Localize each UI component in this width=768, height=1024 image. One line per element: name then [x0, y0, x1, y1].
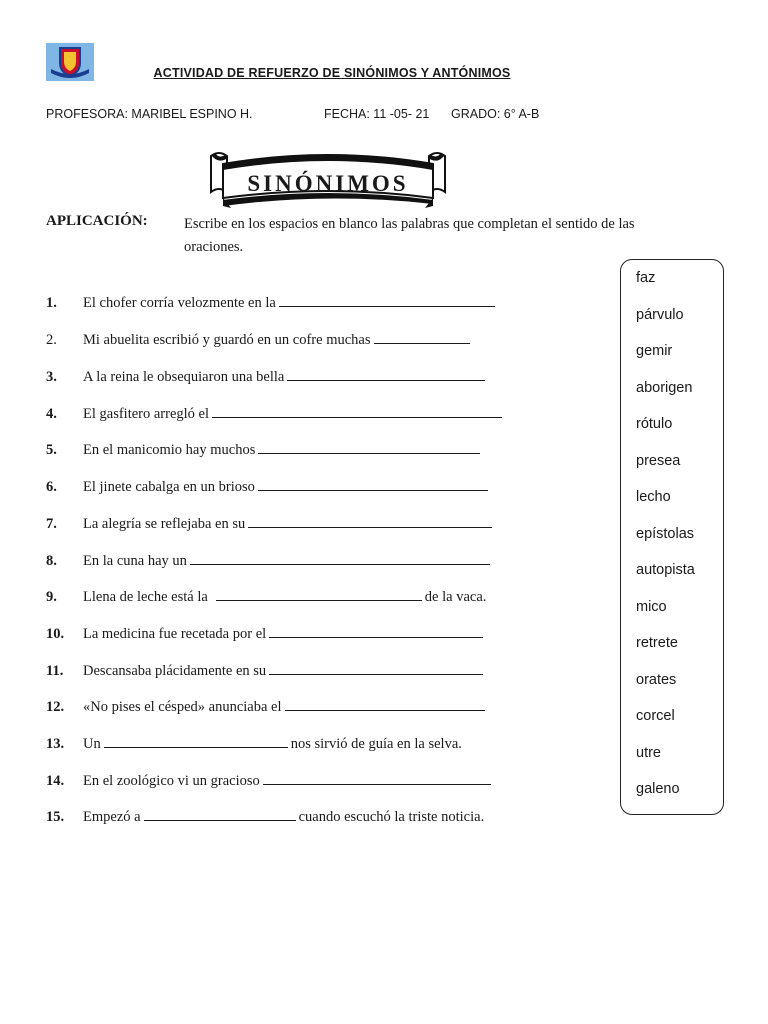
sentence-4 [46, 405, 505, 427]
blank-line[interactable] [104, 735, 288, 748]
sentence-text: A la reina le obsequiaron una bella [83, 369, 285, 385]
sentence-text: Empezó a [83, 809, 141, 825]
word-bank-item: autopista [636, 562, 695, 578]
word-bank-item: epístolas [636, 526, 695, 542]
sentence-number: 14. [46, 773, 65, 789]
sentence-5 [46, 441, 483, 463]
blank-line[interactable] [144, 808, 296, 821]
sentence-9 [46, 588, 486, 610]
sentence-13 [46, 735, 462, 757]
sentence-text: El gasfitero arregló el [83, 406, 210, 422]
sentence-text: La alegría se reflejaba en su [83, 516, 246, 532]
sentence-text: En el zoológico vi un gracioso [83, 773, 260, 789]
word-bank-item: presea [636, 453, 681, 469]
sentence-10 [46, 625, 486, 647]
blank-line[interactable] [269, 625, 483, 638]
blank-line[interactable] [258, 441, 480, 454]
sentence-number: 5. [46, 442, 57, 458]
page-title: ACTIVIDAD DE REFUERZO DE SINÓNIMOS Y ANTÓNIMOS [153, 66, 511, 80]
sentence-6 [46, 478, 491, 500]
sentence-7 [46, 515, 495, 537]
sentence-number: 3. [46, 369, 57, 385]
sentence-text: Mi abuelita escribió y guardó en un cofre muchas [83, 332, 371, 348]
word-bank-item: utre [636, 745, 661, 761]
blank-line[interactable] [285, 698, 485, 711]
sentence-text: En la cuna hay un [83, 553, 187, 569]
word-bank-item: mico [636, 599, 667, 615]
blank-line[interactable] [269, 662, 483, 675]
sentence-number: 13. [46, 736, 65, 752]
sentence-1 [46, 294, 498, 316]
blank-line[interactable] [279, 294, 495, 307]
word-bank-item: retrete [636, 635, 678, 651]
sentence-number: 2. [46, 332, 57, 348]
sentence-text: Llena de leche está la [83, 589, 208, 605]
sentence-15 [46, 808, 484, 830]
application-label: APLICACIÓN: [46, 213, 148, 229]
sentence-text: El chofer corría velozmente en la [83, 295, 276, 311]
banner-title: SINÓNIMOS [247, 171, 409, 196]
sentence-8 [46, 552, 493, 574]
sentence-number: 8. [46, 553, 57, 569]
sentence-text-after: de la vaca. [424, 589, 487, 605]
grade-label: GRADO: 6° A-B [451, 107, 540, 121]
word-bank-item: rótulo [636, 416, 673, 432]
sentence-number: 12. [46, 699, 65, 715]
blank-line[interactable] [287, 368, 485, 381]
sentence-number: 9. [46, 589, 57, 605]
blank-line[interactable] [216, 588, 422, 601]
word-bank-item: galeno [636, 781, 680, 797]
sentence-number: 11. [46, 663, 64, 679]
word-bank-item: orates [636, 672, 677, 688]
word-bank-item: corcel [636, 708, 675, 724]
sentence-text: Descansaba plácidamente en su [83, 663, 267, 679]
word-bank-item: gemir [636, 343, 673, 359]
sentence-12 [46, 698, 488, 720]
sentence-3 [46, 368, 488, 390]
sentence-number: 1. [46, 295, 57, 311]
blank-line[interactable] [374, 331, 470, 344]
sentence-text: Un [83, 736, 101, 752]
sentence-number: 15. [46, 809, 65, 825]
application-instruction: Escribe en los espacios en blanco las palabras que completan el sentido de las oraciones. [184, 216, 635, 255]
blank-line[interactable] [212, 405, 502, 418]
sentence-text: «No pises el césped» anunciaba el [83, 699, 282, 715]
word-bank-item: faz [636, 270, 656, 286]
blank-line[interactable] [263, 772, 491, 785]
blank-line[interactable] [190, 552, 490, 565]
blank-line[interactable] [258, 478, 488, 491]
sentence-text: La medicina fue recetada por el [83, 626, 267, 642]
word-bank-item: lecho [636, 489, 671, 505]
sentence-text: En el manicomio hay muchos [83, 442, 256, 458]
sentence-2 [46, 331, 473, 353]
sentence-11 [46, 662, 486, 684]
word-bank-item: aborigen [636, 380, 693, 396]
sentence-number: 7. [46, 516, 57, 532]
word-bank-item: párvulo [636, 307, 684, 323]
teacher-label: PROFESORA: MARIBEL ESPINO H. [46, 107, 253, 121]
sentence-text: El jinete cabalga en un brioso [83, 479, 255, 495]
blank-line[interactable] [248, 515, 492, 528]
sentence-number: 4. [46, 406, 57, 422]
sentence-14 [46, 772, 494, 794]
date-label: FECHA: 11 -05- 21 [324, 107, 430, 121]
sentence-text-after: cuando escuchó la triste noticia. [298, 809, 485, 825]
sentence-number: 6. [46, 479, 57, 495]
sentence-text-after: nos sirvió de guía en la selva. [290, 736, 462, 752]
sentence-number: 10. [46, 626, 65, 642]
